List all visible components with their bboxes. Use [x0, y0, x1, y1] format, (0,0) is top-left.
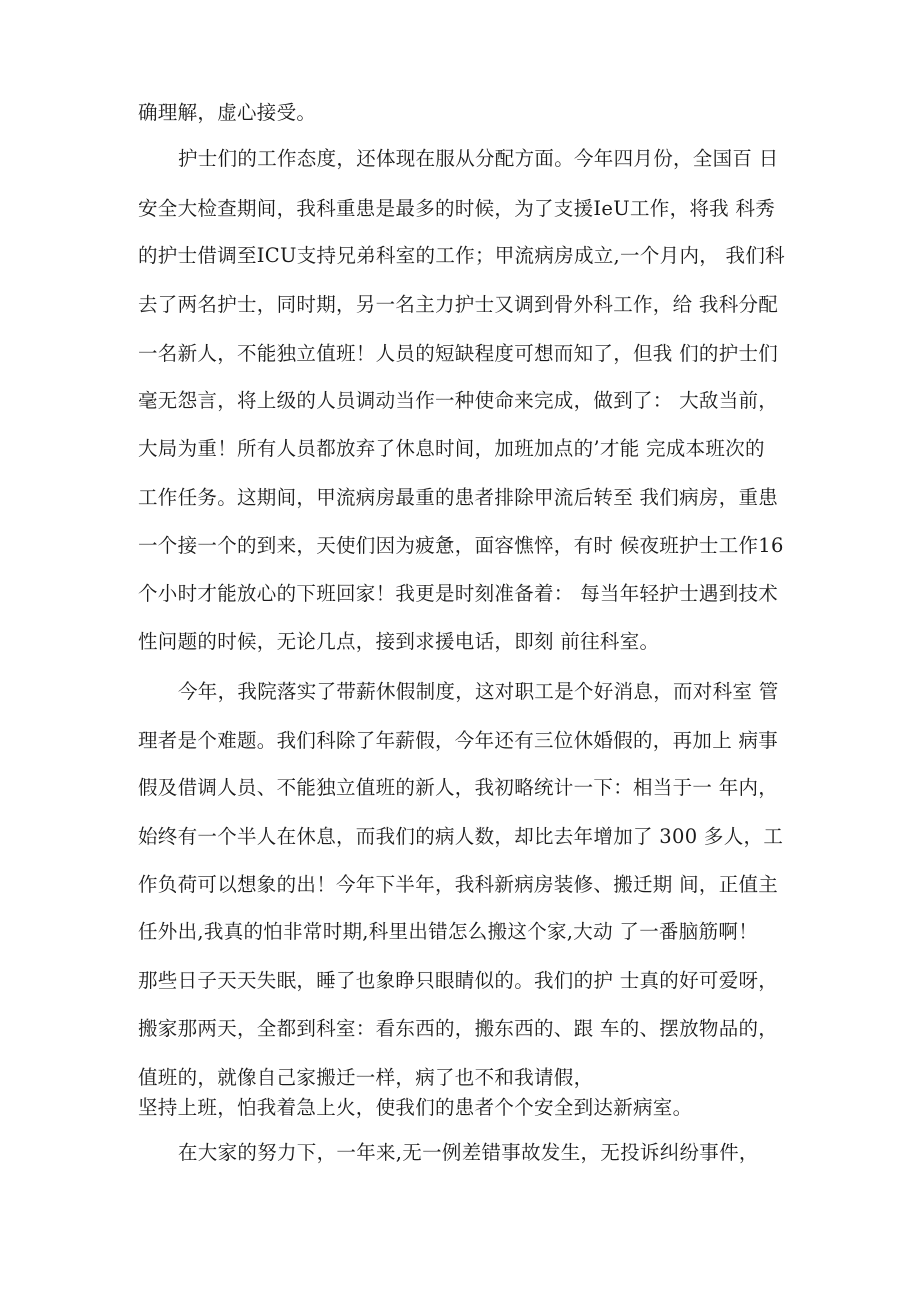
paragraph-line: 坚持上班，怕我着急上火，使我们的患者个个安全到达新病室。 — [138, 1096, 693, 1119]
paragraph-line: 今年，我院落实了带薪休假制度，这对职工是个好消息，而对科室 管 — [178, 680, 779, 703]
paragraph-line: 假及借调人员、不能独立值班的新人，我初略统计一下：相当于一 年内， — [138, 776, 779, 799]
paragraph-line: 大局为重！所有人员都放弃了休息时间，加班加点的’才能 完成本班次的 — [138, 437, 765, 460]
paragraph-line: 一个接一个的到来，天使们因为疲惫，面容憔悴，有时 候夜班护士工作16 — [138, 534, 784, 557]
paragraph-line: 的护士借调至ICU支持兄弟科室的工作；甲流病房成立,一个月内， 我们科 — [138, 244, 785, 267]
paragraph-line: 个小时才能放心的下班回家！我更是时刻准备着： 每当年轻护士遇到技术 — [138, 582, 779, 605]
paragraph-line: 值班的，就像自己家搬迁一样，病了也不和我请假， — [138, 1066, 594, 1089]
paragraph-line: 在大家的努力下，一年来,无一例差错事故发生，无投诉纠纷事件， — [178, 1141, 759, 1164]
paragraph-line: 那些日子天天失眠，睡了也象睁只眼睛似的。我们的护 士真的好可爱呀， — [138, 969, 779, 992]
paragraph-line: 搬家那两天，全都到科室：看东西的，搬东西的、跟 车的、摆放物品的， — [138, 1017, 779, 1040]
paragraph-line: 始终有一个半人在休息，而我们的病人数，却比去年增加了 300 多人，工 — [138, 825, 784, 848]
paragraph-line: 理者是个难题。我们科除了年薪假，今年还有三位休婚假的，再加上 病事 — [138, 729, 779, 752]
paragraph-line: 一名新人，不能独立值班！人员的短缺程度可想而知了，但我 们的护士们 — [138, 342, 779, 365]
paragraph-line: 作负荷可以想象的出！今年下半年，我科新病房装修、搬迁期 间，正值主 — [138, 873, 779, 896]
paragraph-line: 去了两名护士，同时期，另一名主力护士又调到骨外科工作，给 我科分配 — [138, 293, 779, 316]
paragraph-line: 安全大检查期间，我科重患是最多的时候，为了支援IeU工作，将我 科秀 — [138, 197, 776, 220]
paragraph-line: 护士们的工作态度，还体现在服从分配方面。今年四月份，全国百 日 — [178, 147, 779, 170]
paragraph-line: 工作任务。这期间，甲流病房最重的患者排除甲流后转至 我们病房，重患 — [138, 486, 779, 509]
paragraph-line: 毫无怨言，将上级的人员调动当作一种使命来完成，做到了： 大敌当前， — [138, 389, 779, 412]
paragraph-line: 任外出,我真的怕非常时期,科里出错怎么搬这个家,大动 了一番脑筋啊！ — [138, 920, 758, 943]
paragraph-line: 性问题的时候，无论几点，接到求援电话，即刻 前往科室。 — [138, 630, 660, 653]
paragraph-line: 确理解，虚心接受。 — [138, 101, 317, 124]
